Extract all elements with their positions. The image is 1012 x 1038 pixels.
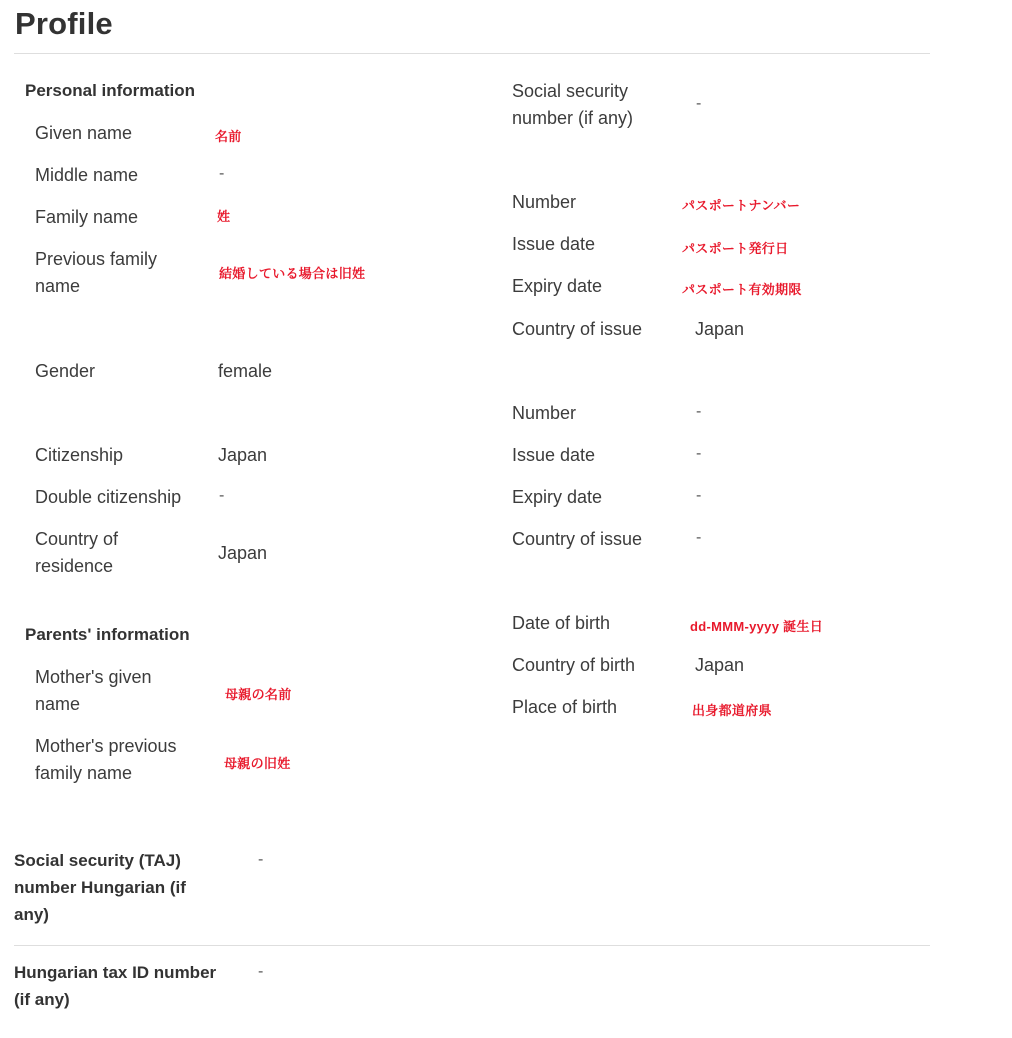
middle-name-label: Middle name (35, 165, 139, 185)
taj-number-value: - (258, 851, 264, 868)
passport-issue-date-label: Issue date (512, 234, 596, 254)
gender-value: female (218, 361, 273, 381)
previous-family-name-value: 結婚している場合は旧姓 (219, 266, 366, 281)
citizenship-label: Citizenship (35, 445, 124, 465)
document-country-of-issue-label: Country of issue (512, 529, 643, 549)
document-issue-date-label: Issue date (512, 445, 596, 465)
parents-info-heading: Parents' information (25, 625, 190, 644)
previous-family-name-label-line1: Previous family (35, 249, 158, 269)
bottom-divider (14, 945, 930, 946)
given-name-label: Given name (35, 123, 133, 143)
passport-country-of-issue-value: Japan (695, 319, 745, 339)
mother-previous-family-name-label-line2: family name (35, 763, 133, 783)
document-expiry-date-label: Expiry date (512, 487, 603, 507)
passport-number-value: パスポートナンバー (682, 198, 801, 213)
hungarian-tax-id-label-line1: Hungarian tax ID number (14, 963, 217, 982)
taj-number-label-line3: any) (14, 905, 49, 924)
place-of-birth-label: Place of birth (512, 697, 618, 717)
country-of-birth-value: Japan (695, 655, 745, 675)
mother-given-name-label-line2: name (35, 694, 81, 714)
ssn-value: - (696, 95, 702, 112)
document-number-label: Number (512, 403, 577, 423)
taj-number-label-line2: number Hungarian (if (14, 878, 186, 897)
place-of-birth-value: 出身都道府県 (692, 703, 772, 718)
passport-expiry-date-value: パスポート有効期限 (682, 282, 802, 297)
header-divider (14, 53, 930, 54)
previous-family-name-label-line2: name (35, 276, 81, 296)
mother-previous-family-name-label-line1: Mother's previous (35, 736, 177, 756)
mother-given-name-label-line1: Mother's given (35, 667, 152, 687)
double-citizenship-label: Double citizenship (35, 487, 182, 507)
citizenship-value: Japan (218, 445, 268, 465)
passport-expiry-date-label: Expiry date (512, 276, 603, 296)
date-of-birth-label: Date of birth (512, 613, 611, 633)
ssn-label-line1: Social security (512, 81, 629, 101)
taj-number-label-line1: Social security (TAJ) (14, 851, 181, 870)
family-name-value: 姓 (217, 209, 231, 224)
residence-label-line2: residence (35, 556, 114, 576)
mother-previous-family-name-value: 母親の旧姓 (224, 756, 291, 771)
passport-number-label: Number (512, 192, 577, 212)
document-issue-date-value: - (696, 445, 702, 462)
page-title: Profile (15, 6, 113, 41)
document-number-value: - (696, 403, 702, 420)
family-name-label: Family name (35, 207, 139, 227)
residence-label-line1: Country of (35, 529, 119, 549)
mother-given-name-value: 母親の名前 (225, 687, 292, 702)
hungarian-tax-id-value: - (258, 963, 264, 980)
personal-info-heading: Personal information (25, 81, 196, 100)
date-of-birth-value: dd-MMM-yyyy 誕生日 (690, 619, 824, 634)
hungarian-tax-id-label-line2: (if any) (14, 990, 70, 1009)
double-citizenship-value: - (219, 487, 225, 504)
passport-issue-date-value: パスポート発行日 (682, 241, 789, 256)
passport-country-of-issue-label: Country of issue (512, 319, 643, 339)
ssn-label-line2: number (if any) (512, 108, 634, 128)
document-expiry-date-value: - (696, 487, 702, 504)
gender-label: Gender (35, 361, 96, 381)
middle-name-value: - (219, 165, 225, 182)
residence-value: Japan (218, 543, 268, 563)
given-name-value: 名前 (215, 129, 242, 144)
document-country-of-issue-value: - (696, 529, 702, 546)
country-of-birth-label: Country of birth (512, 655, 636, 675)
